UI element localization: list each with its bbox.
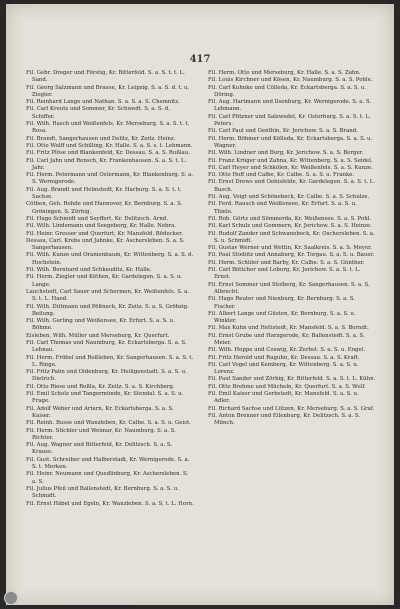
directory-entry: Fil. Paul Sander und Zörbig, Kr. Bitterfeld. S. a. S. t. L. Kühn.: [208, 376, 376, 383]
directory-entry: Fil. Wilh. Rasch und Weißenfels, Kr. Merseburg. S. a. S. t. t. Rosa.: [26, 121, 190, 135]
directory-entry: Fil. Herm. Schüler und Barby, Kr. Calbe. S. a. S. Günther.: [208, 259, 365, 266]
directory-entry: Fil. Herm. Fröbel und Roßleben, Kr. Sangerhausen. S. a. S. t. L. Ringe.: [26, 354, 194, 368]
library-source-text: Universitäts- und Landesbibliothek Sachsen-Anhalt: [20, 600, 135, 606]
directory-entry: Fil. Gust. Schreiber und Halberstadt, Kr. Wernigerode. S. a. S. t. Merken.: [26, 456, 190, 471]
directory-entry: Fil. Adolf Weber und Artern, Kr. Eckartsberga. S. a. S. Kaiser.: [26, 405, 174, 419]
directory-entry: Fil. Gebr. Dreger und Förstig, Kr. Bitterfeld. S. a. S. t. t. L. Sand.: [26, 70, 185, 84]
directory-entry: Fil. Wilh. Lindner und Burg, Kr. Jerichow. S. a. S. Berger.: [208, 150, 364, 157]
directory-entry: Fil. Heinr. Neumann und Quedlinburg, Kr. Aschersleben. S. a. S.: [26, 471, 189, 485]
directory-entry: Fil. Wilh. Gerling und Weißensee, Kr. Erfurt. S. a. S. u. Böhme.: [26, 318, 175, 332]
directory-entry: Fil. Hugo Schmidt und Seyffert, Kr. Delitzsch. Arnd.: [26, 215, 168, 222]
directory-entry: Dessau, Carl. Krebs und Jahnke, Kr. Aschersleben. S. a. S. Sangerhausen.: [26, 237, 185, 252]
directory-entry: Fil. Ernst Drews und Oebisfelde, Kr. Gardelegen. S. a. S. t. L. Busch.: [208, 179, 376, 193]
directory-entry: Fil. Ernst Grube und Harzgerode, Kr. Ballenstedt. S. a. S. Meier.: [208, 332, 365, 346]
document-page: [6, 4, 394, 605]
directory-entry: Fil. Fritz Palm und Oldenburg, Kr. Heiligenstadt. S. a. S. u. Dietrich.: [26, 369, 187, 383]
left-column: [26, 70, 194, 508]
directory-entry: Fil. Julius Pfeil und Ballenstedt, Kr. Bernburg. S. a. S. u. Schmidt.: [26, 485, 179, 500]
directory-entry: Fil. Emil Kaiser und Gerbstedt, Kr. Mansfeld. S. a. S. u. Adler.: [208, 391, 359, 405]
directory-entry: Fil. Otto Wolff und Schilling, Kr. Halle. S. a. S. s. t. Lehmann.: [26, 142, 193, 149]
directory-entry: Fil. Georg Salzmann und Brause, Kr. Leipzig. S. a. S. d. t. u. Ziegler.: [26, 84, 190, 98]
directory-entry: Fil. Herm. Petermann und Ostermann, Kr. Blankenburg. S. a. S. Wernigerode.: [26, 172, 194, 186]
library-logo-icon: [4, 591, 18, 605]
directory-entry: Fil. Ferd. Rausch und Weißensee, Kr. Erfurt. S. a. S. u. Thiele.: [208, 201, 357, 215]
directory-entry: Fil. Carl Paul und Genthin, Kr. Jerichow. S. a. S. Brand.: [208, 128, 358, 135]
directory-entry: Fil. Hugo Reuter und Nienburg, Kr. Bernburg. S. a. S. Fischer.: [208, 296, 355, 310]
directory-entry: Fil. Otto Brehme und Mücheln, Kr. Querfurt. S. a. S. Wolf.: [208, 383, 366, 390]
directory-entry: Lauchstedt, Carl Sauer und Schermen, Kr. Weißenfels. S. a. S. t. L. Haed.: [26, 288, 190, 303]
directory-entry: Fil. Anton Brenner und Eilenburg, Kr. Delitzsch. S. a. S. Münch.: [208, 412, 361, 427]
page-number: 417: [189, 54, 211, 65]
directory-entry: Fil. Wilh. Dittmann und Pößneck, Kr. Zeitz. S. a. S. Gröbzig. Beilung.: [26, 303, 189, 317]
directory-entry: Fil. Wilh. Kunze und Oranienbaum, Kr. Wittenberg. S. a. S. d. Hochstein.: [26, 252, 194, 266]
directory-entry: Fil. Wilh. Lindemann und Seegeberg, Kr. Halle. Nebra.: [26, 223, 177, 230]
directory-entry: Fil. Fritz Herold und Raguhn, Kr. Dessau. S. a. S. Kraft.: [208, 354, 360, 361]
directory-entry: Fil. Louis Kirchner und Kösen, Kr. Naumburg. S. a. S. Pohle.: [208, 77, 373, 84]
directory-entry: Fil. Albert Lange und Güsten, Kr. Bernburg. S. a. S. u. Winkler.: [208, 310, 356, 325]
directory-entry: Fil. Carl Böttcher und Loburg, Kr. Jerichow. S. a. S. t. L. Ernst.: [208, 267, 361, 281]
directory-entry: Fil. Herm. Otto und Merseburg, Kr. Halle. S. a. S. Zahn.: [208, 70, 361, 76]
directory-entry: Fil. Herm. Böhmer und Kölleda, Kr. Eckartsberga. S. a. S. u. Wagner.: [208, 135, 373, 149]
directory-entry: Fil. Fritz Plöse und Blankenfeld, Kr. Dessau. S. a. S. Roßlau.: [26, 150, 190, 157]
directory-entry: Fil. Carl Pfitzner und Salzwedel, Kr. Osterburg. S. a. S. t. L. Peters.: [208, 113, 371, 128]
directory-entry: Fil. Otto Hoff und Calbe, Kr. Calbe. S. a. S. u. Franke.: [208, 172, 355, 179]
directory-entry: Fil. Reinhard Lange und Nathan. S. a. S. a. S. Chemnitz.: [26, 99, 180, 106]
directory-entry: Fil. Brandt, Sangerhausen und Delitz, Kr. Zeitz. Heinz.: [26, 135, 176, 142]
directory-entry: Fil. Max Kuhn und Hettstedt, Kr. Mansfeld. S. a. S. Berndt.: [208, 325, 369, 332]
directory-entry: Cöthen, Geh. Rohde und Hannover, Kr. Bernburg. S. a. S. Gröningen. S. Zörbig.: [26, 201, 183, 215]
directory-entry: Fil. Franz Krüger und Zahna, Kr. Wittenberg. S. a. S. Seidel.: [208, 157, 373, 164]
directory-entry: Fil. Reinh. Busse und Wanzleben, Kr. Calbe. S. a. S. u. Geist.: [26, 420, 191, 427]
directory-entry: Fil. Herm. Stichler und Weimar, Kr. Naumburg. S. a. S. Richter.: [26, 427, 176, 441]
directory-entry: Fil. Richard Sachse und Lützen, Kr. Merseburg. S. a. S. Graf.: [208, 405, 375, 412]
directory-entry: Fil. Heinr. Gresser und Querfurt, Kr. Mansfeld. Bödecker.: [26, 230, 183, 237]
directory-entry: Fil. Wilh. Bernhard und Schkeuditz, Kr. Halle.: [26, 267, 152, 274]
directory-entry: Fil. Aug. Wagner und Bitterfeld, Kr. Delitzsch. S. a. S. Krause.: [26, 442, 173, 456]
directory-entry: Fil. Carl Vogel und Kemberg, Kr. Wittenberg. S. a. S. u. Lorenz.: [208, 361, 359, 376]
directory-entry: Fil. Aug. Brandt und Helmstedt, Kr. Harburg. S. a. S. t. t. Sachse.: [26, 186, 182, 201]
directory-entry: Fil. Gustav Werner und Wettin, Kr. Saalkreis. S. a. S. Meyer.: [208, 245, 372, 252]
directory-entry: Fil. Paul Stiebitz und Annaburg, Kr. Torgau. S. a. S. u. Bauer.: [208, 252, 375, 259]
directory-entry: Fil. Rob. Görtz und Sömmerda, Kr. Weißensee. S. a. S. Pohl.: [208, 215, 372, 222]
directory-entry: Fil. Aug. Voigt und Schönebeck, Kr. Calbe. S. a. S. Schulze.: [208, 194, 370, 201]
directory-entry: Fil. Carl Thomas und Naumburg, Kr. Eckartsberga. S. a. S. Lehnau.: [26, 339, 187, 354]
directory-entry: Fil. Ernst Häbel und Egeln, Kr. Wanzleben. S. a. S. t. L. Horn.: [26, 500, 194, 507]
directory-entry: Fil. Aug. Hartmann und Ilsenburg, Kr. Wernigerode. S. a. S. Lehmann.: [208, 99, 372, 113]
directory-entry: Fil. Wilh. Hoppe und Coswig, Kr. Zerbst. S. a. S. u. Engel.: [208, 347, 366, 354]
right-column: [208, 70, 376, 428]
directory-entry: Fil. Otto Riese und Roßla, Kr. Zeitz. S. a. S. Kirchberg.: [26, 383, 175, 390]
directory-entry: Fil. Carl Kuhnke und Cölleda, Kr. Eckartsberga. S. a. S. u. Döring.: [208, 84, 367, 98]
directory-entry: Fil. Ernst Sommer und Stolberg, Kr. Sangerhausen. S. a. S. Albrecht.: [208, 281, 370, 295]
directory-entry: Eisleben, Wilh. Müller und Merseburg, Kr. Querfurt.: [26, 332, 170, 339]
directory-entry: Fil. Herm. Ziegler und Köthen, Kr. Gardelegen. S. a. S. u. Lange.: [26, 274, 183, 288]
directory-entry: Fil. Karl Schulz und Gommern, Kr. Jerichow. S. a. S. Heinze.: [208, 223, 372, 230]
directory-entry: Fil. Emil Scholz und Tangermünde, Kr. Stendal. S. a. S. u. Frage.: [26, 391, 184, 405]
directory-entry: Fil. Rudolf Zander und Schwanebeck, Kr. Oschersleben. S. a. S. u. Schmidt.: [208, 230, 375, 244]
directory-entry: Fil. Carl Jahn und Rensch, Kr. Frankenhausen. S. a. S. t. L. Jahr.: [26, 157, 187, 171]
directory-entry: Fil. Carl Heyer und Schkölen, Kr. Weißenfels. S. a. S. Kunze.: [208, 164, 373, 171]
directory-entry: Fil. Carl Kreutz und Sommer, Kr. Schwedt. S. a. S. d. Schiffer.: [26, 106, 170, 120]
